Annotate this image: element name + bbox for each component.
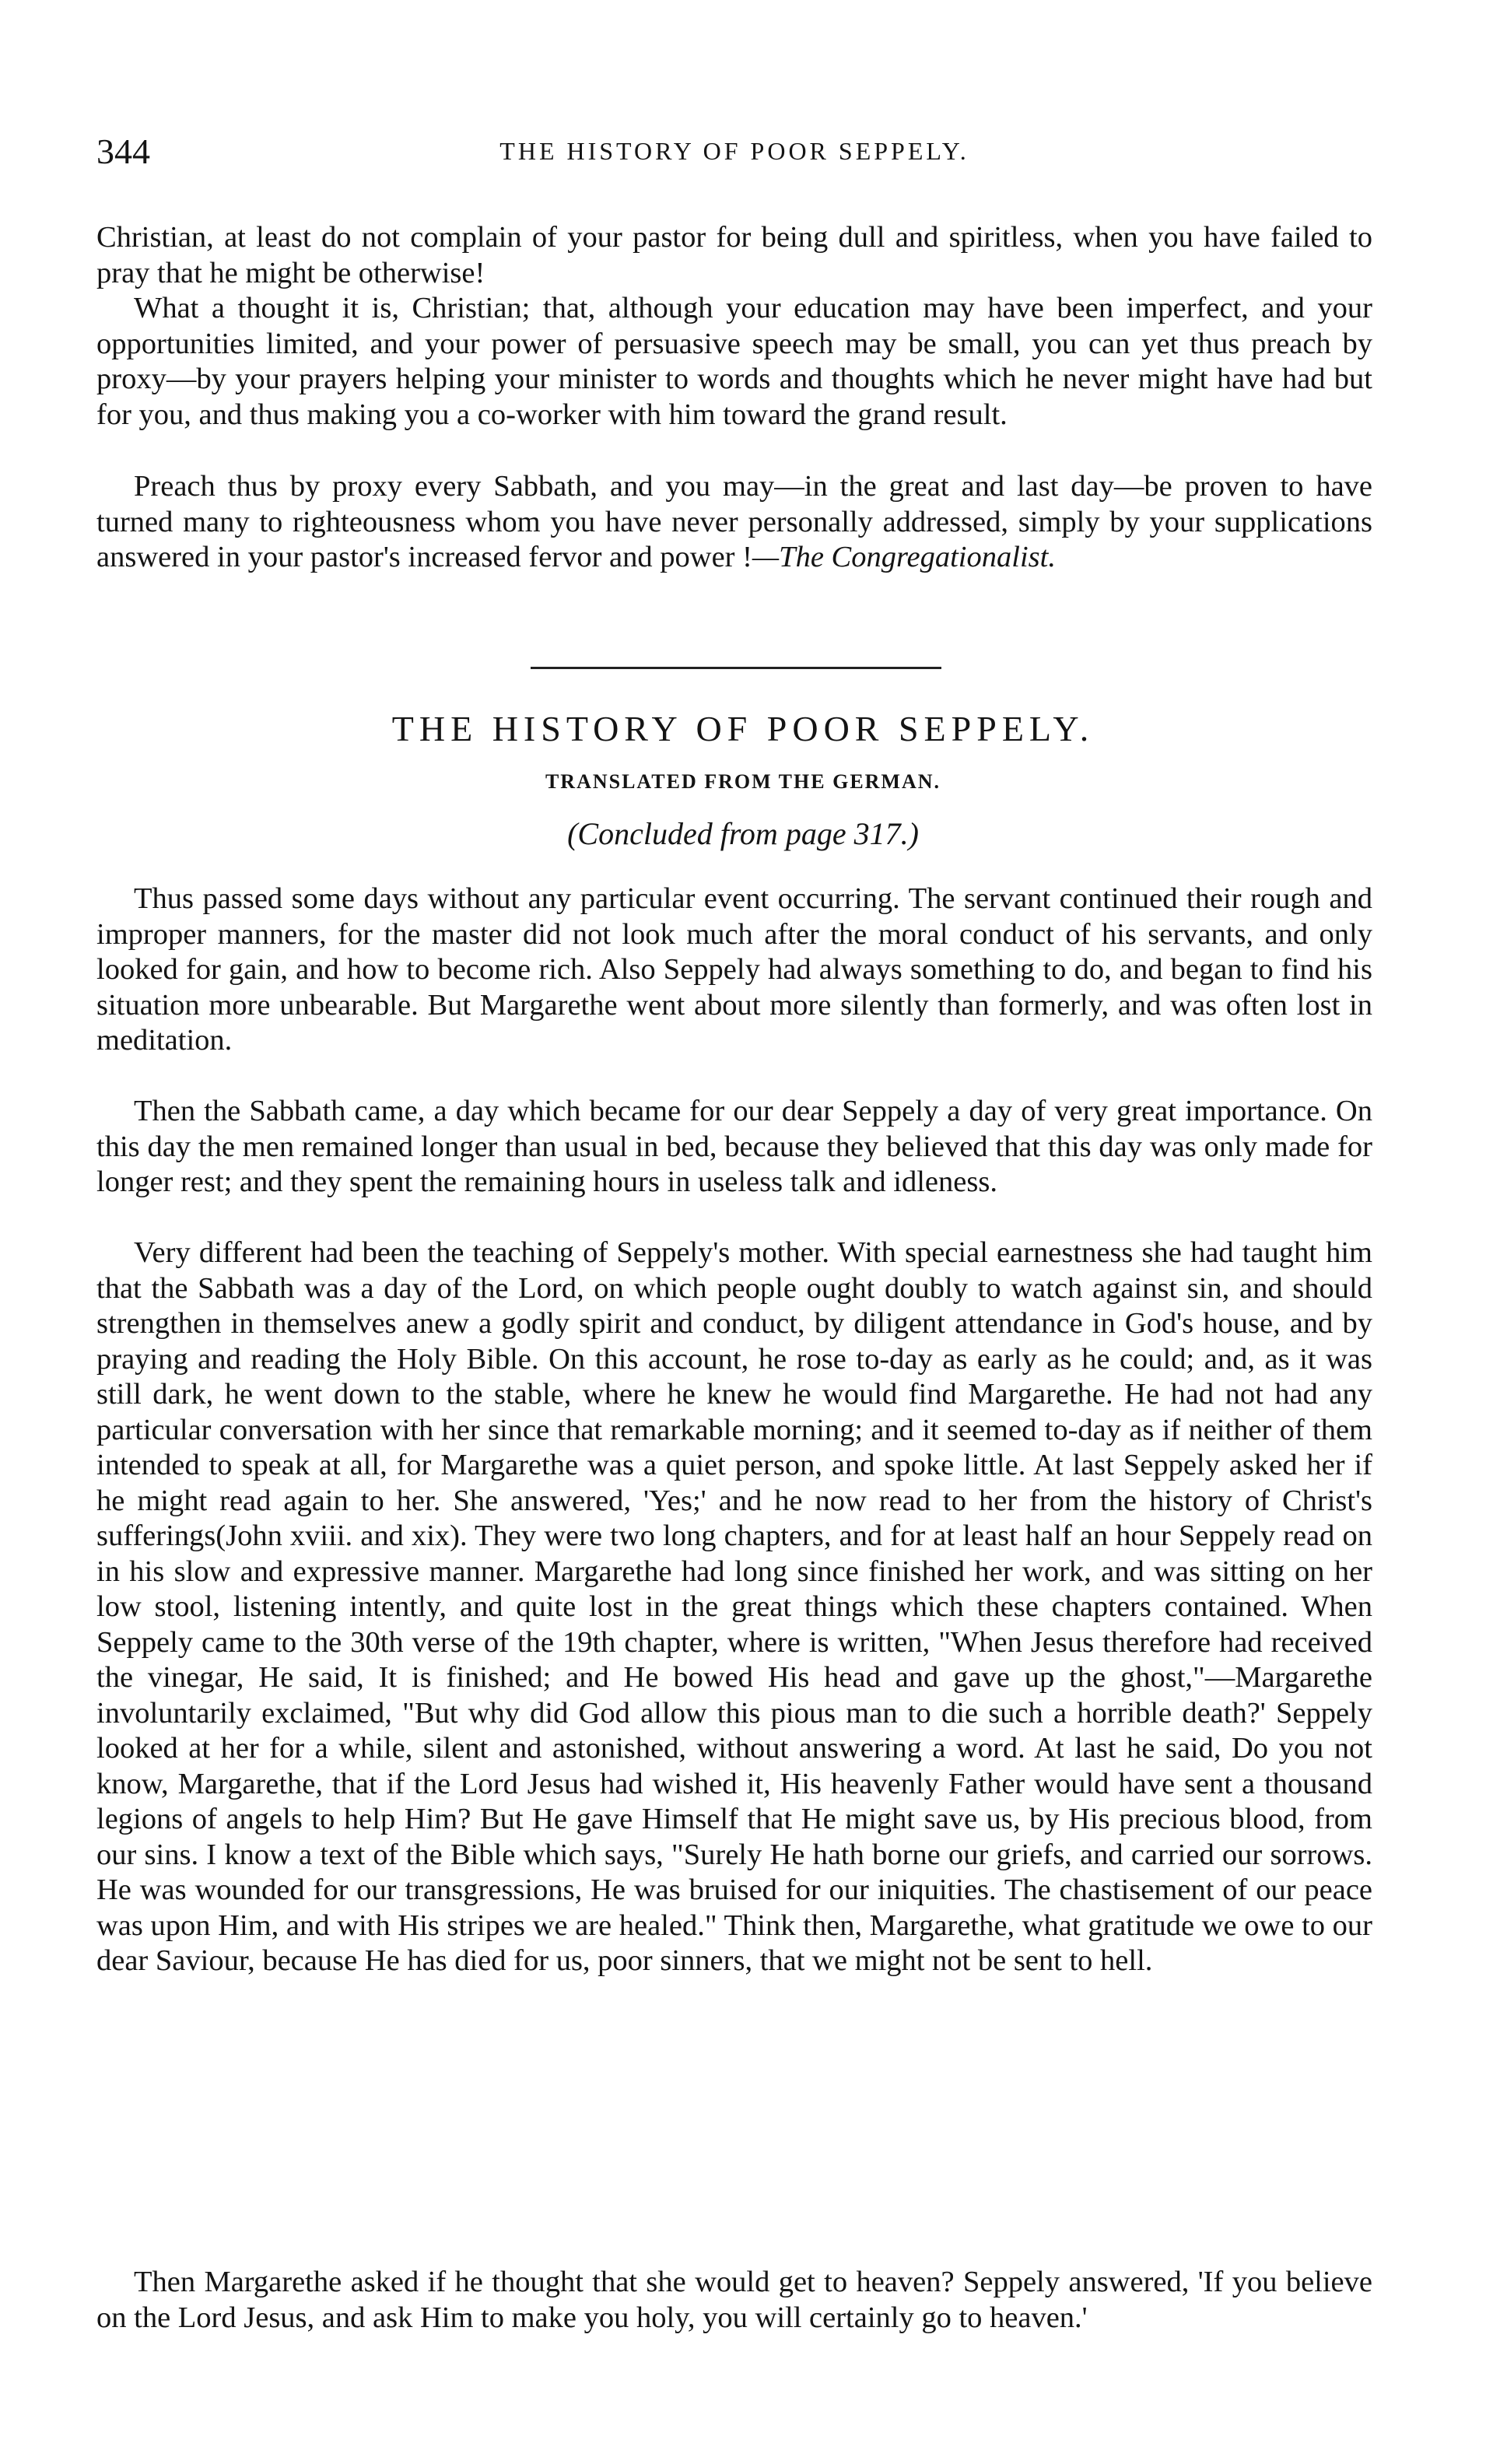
running-header	[96, 131, 1372, 170]
intro-paragraph-2: What a thought it is, Christian; that, although your education may have been imperfect, and your opportunities limited, and your power of persuasive speech may be small, you can yet thus preach by proxy—by your prayers helping your minister to words and thoughts which he never might have had but for you, and thus making you a co-worker with him toward the grand result.	[96, 292, 1372, 431]
section-divider	[531, 667, 941, 669]
intro-paragraph-3-text: Preach thus by proxy every Sabbath, and you may—in the great and last day—be proven to have turned many to righteousness whom you have never personally addressed, simply by your supplications answered in your pastor's increased fervor and power !	[96, 470, 1372, 573]
source-attribution: —The Congregationalist.	[752, 541, 1056, 573]
article-paragraph-1: Thus passed some days without any particular event occurring. The servant continued their rough and improper manners, for the master did not look much after the moral conduct of his servants, and only looked for gain, and how to become rich. Also Seppely had always something to do, and began to find his situation more unbearable. But Margarethe went about more silently than formerly, and was often lost in meditation.	[96, 882, 1372, 1057]
running-title: THE HISTORY OF POOR SEPPELY.	[499, 137, 969, 165]
page-number: 344	[96, 131, 150, 171]
article-paragraph-4: Then Margarethe asked if he thought that she would get to heaven? Seppely answered, 'If you believe on the Lord Jesus, and ask Him to make you holy, you will certainly go to heaven.'	[96, 2266, 1372, 2334]
continued-note: (Concluded from page 317.)	[567, 816, 919, 851]
article-paragraph-2: Then the Sabbath came, a day which became for our dear Seppely a day of very great importance. On this day the men remained longer than usual in bed, because they believed that this day was only made for longer rest; and they spent the remaining hours in useless talk and idleness.	[96, 1095, 1372, 1198]
article-paragraph-3: Very different had been the teaching of Seppely's mother. With special earnestness she had taught him that the Sabbath was a day of the Lord, on which people ought doubly to watch against sin, and should strengthen in themselves anew a godly spirit and conduct, by diligent attendance in God's house, and by praying and reading the Holy Bible. On this account, he rose to-day as early as he could; and, as it was still dark, he went down to the stable, where he knew he would find Margarethe. He had not had any particular conversation with her since that remarkable morning; and it seemed to-day as if neither of them intended to speak at all, for Margarethe was a quiet person, and spoke little. At last Seppely asked her if he might read again to her. She answered, 'Yes;' and he now read to her from the history of Christ's sufferings(John xviii. and xix). They were two long chapters, and for at least half an hour Seppely read on in his slow and expressive manner. Margarethe had long since finished her work, and was sitting on her low stool, listening intently, and quite lost in the great things which these chapters contained. When Seppely came to the 30th verse of the 19th chapter, where is written, "When Jesus therefore had received the vinegar, He said, It is finished; and He bowed His head and gave up the ghost,"—Margarethe involuntarily exclaimed, "But why did God allow this pious man to die such a horrible death?' Seppely looked at her for a while, silent and astonished, without answering a word. At last he said, Do you not know, Margarethe, that if the Lord Jesus had wished it, His heavenly Father would have sent a thousand legions of angels to help Him? But He gave Himself that He might save us, by His precious blood, from our sins. I know a text of the Bible which says, "Surely He hath borne our griefs, and carried our sorrows. He was wounded for our transgressions, He was bruised for our iniquities. The chastisement of our peace was upon Him, and with His stripes we are healed." Think then, Margarethe, what gratitude we owe to our dear Saviour, because He has died for us, poor sinners, that we might not be sent to hell.	[96, 1236, 1372, 1977]
intro-paragraph-3	[96, 469, 1372, 576]
intro-paragraph-1: Christian, at least do not complain of your pastor for being dull and spiritless, when you have failed to pray that he might be otherwise!	[96, 221, 1372, 289]
article-subtitle: TRANSLATED FROM THE GERMAN.	[545, 770, 941, 793]
article-title: THE HISTORY OF POOR SEPPELY.	[391, 709, 1095, 748]
